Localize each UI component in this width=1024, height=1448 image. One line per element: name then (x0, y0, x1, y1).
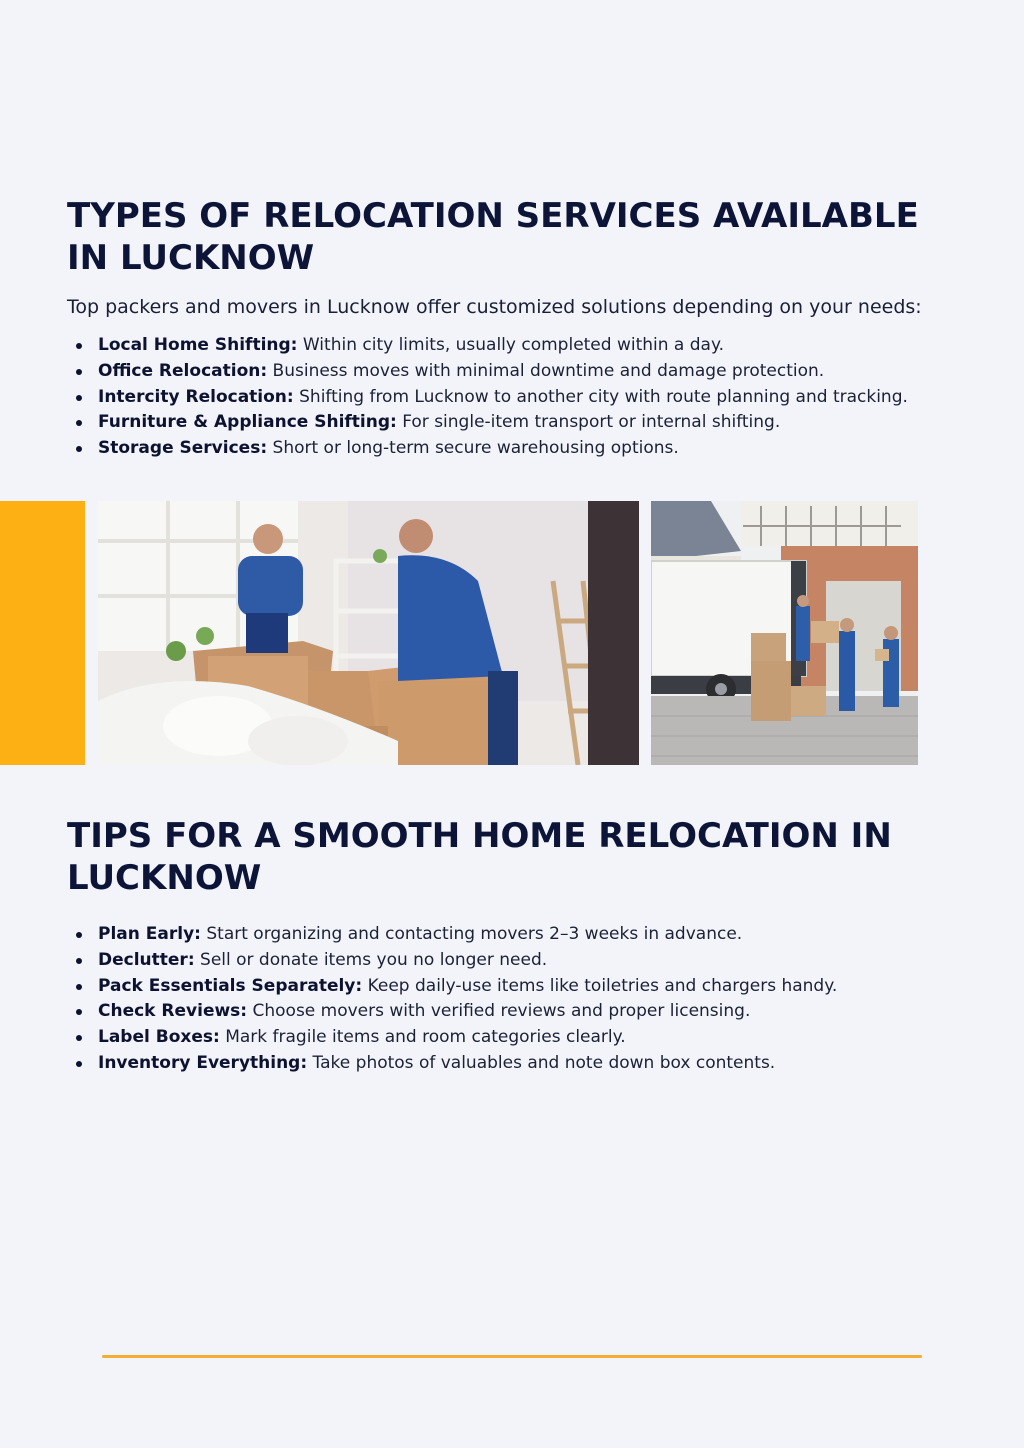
section-title-relocation-services: TYPES OF RELOCATION SERVICES AVAILABLE IN LUCKNOW (67, 196, 919, 278)
list-item (67, 948, 837, 974)
bullet-icon (76, 420, 82, 426)
item-label: Intercity Relocation: (98, 386, 294, 407)
accent-bar (0, 501, 85, 765)
bullet-icon (76, 932, 82, 938)
tips-list (67, 922, 837, 1077)
bullet-icon (76, 343, 82, 349)
item-label: Label Boxes: (98, 1027, 220, 1048)
item-text: Short or long-term secure warehousing options. (267, 438, 679, 459)
item-text: Start organizing and contacting movers 2–3 weeks in advance. (200, 924, 743, 944)
list-item (67, 333, 908, 359)
list-item (67, 1025, 837, 1051)
list-item (67, 436, 908, 462)
movers-loading-truck-photo (651, 501, 918, 765)
item-text: Mark fragile items and room categories clearly. (219, 1027, 626, 1048)
list-item (67, 999, 837, 1025)
list-item (67, 410, 908, 436)
list-item (67, 1051, 837, 1077)
item-label: Inventory Everything: (98, 1052, 308, 1073)
bullet-icon (76, 1035, 82, 1041)
list-item (67, 385, 908, 411)
item-text: Business moves with minimal downtime and damage protection. (267, 360, 825, 381)
section-title-relocation-tips: TIPS FOR A SMOOTH HOME RELOCATION IN LUCKNOW (67, 816, 892, 898)
item-text: Choose movers with verified reviews and proper licensing. (247, 1001, 751, 1022)
bullet-icon (76, 369, 82, 375)
item-label: Check Reviews: (98, 1001, 248, 1022)
movers-packing-boxes-photo (98, 501, 639, 765)
list-item (67, 974, 837, 1000)
bullet-icon (76, 1009, 82, 1015)
item-label: Plan Early: (98, 924, 201, 944)
item-text: Shifting from Lucknow to another city with route planning and tracking. (293, 386, 908, 407)
item-label: Pack Essentials Separately: (98, 975, 363, 996)
item-text: Keep daily-use items like toiletries and chargers handy. (362, 975, 838, 996)
item-label: Declutter: (98, 949, 195, 970)
item-label: Local Home Shifting: (98, 335, 298, 355)
item-label: Furniture & Appliance Shifting: (98, 412, 397, 433)
item-text: Sell or donate items you no longer need. (194, 949, 548, 970)
bullet-icon (76, 446, 82, 452)
list-item (67, 922, 837, 948)
bullet-icon (76, 395, 82, 401)
item-text: For single-item transport or internal shifting. (396, 412, 781, 433)
footer-divider (102, 1355, 922, 1358)
item-label: Office Relocation: (98, 360, 268, 381)
services-list (67, 333, 908, 462)
section-intro: Top packers and movers in Lucknow offer customized solutions depending on your needs: (67, 296, 922, 318)
bullet-icon (76, 984, 82, 990)
list-item (67, 359, 908, 385)
item-text: Take photos of valuables and note down box contents. (307, 1052, 776, 1073)
item-text: Within city limits, usually completed within a day. (297, 335, 725, 355)
bullet-icon (76, 1061, 82, 1067)
bullet-icon (76, 958, 82, 964)
item-label: Storage Services: (98, 438, 268, 459)
